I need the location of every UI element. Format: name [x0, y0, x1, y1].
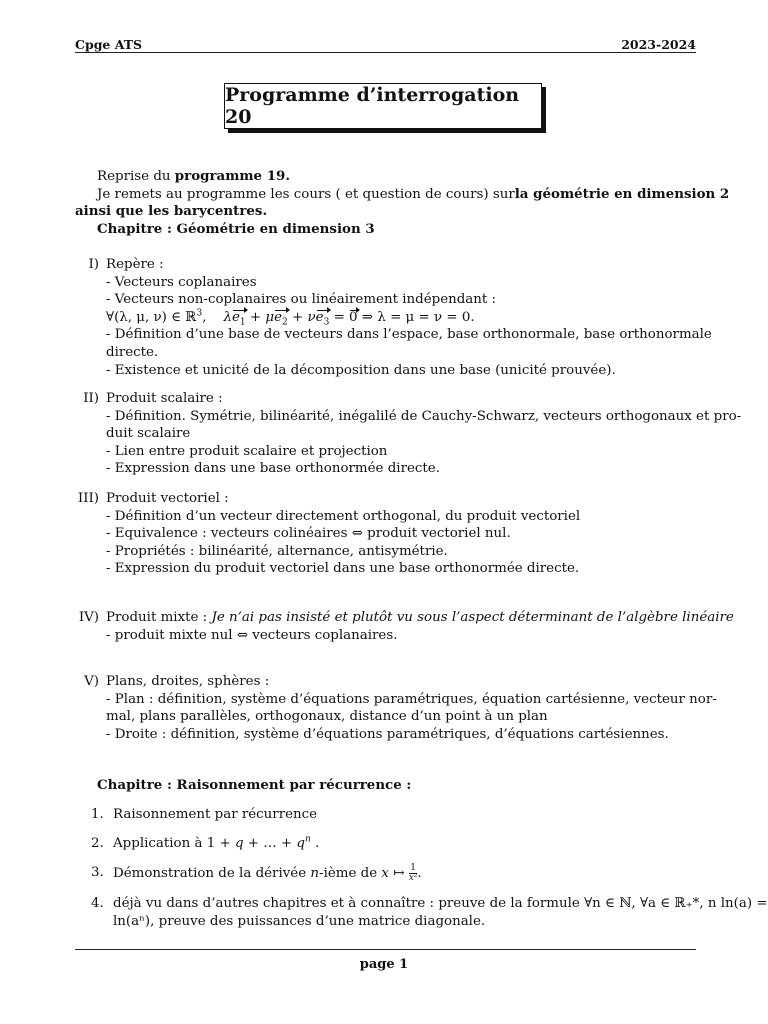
section-line: - Expression dans une base orthonormée directe. — [106, 461, 440, 477]
intro — [75, 168, 730, 238]
item-text: Raisonnement par récurrence — [113, 807, 318, 822]
item-text-part: + … + — [243, 836, 297, 851]
formula-text: ∀(λ, μ, ν) ∈ ℝ — [106, 309, 197, 325]
formula-exponent: 3 — [196, 308, 203, 319]
section-line: - Expression du produit vectoriel dans une base orthonormée directe. — [106, 561, 580, 577]
intro-bold: ainsi que les barycentres. — [75, 203, 268, 220]
section-line: - Vecteurs non-coplanaires ou linéairement indépendant : — [106, 292, 497, 308]
intro-text: Reprise du — [97, 169, 175, 184]
item-math: q — [234, 836, 244, 851]
section-line: - Droite : définition, système d’équations paramétriques, d’équations cartésiennes. — [106, 726, 669, 742]
intro-line-1 — [75, 168, 696, 186]
section-line: - Lien entre produit scalaire et projection — [106, 443, 388, 459]
item-text-part: . — [417, 866, 422, 881]
section-title: Repère : — [106, 257, 164, 272]
section-line: directe. — [106, 344, 159, 360]
section-number: II) — [83, 391, 99, 406]
item-text-part: Démonstration de la dérivée — [113, 866, 311, 881]
footer-rule — [75, 949, 696, 950]
section-line: - Vecteurs coplanaires — [106, 274, 257, 290]
vector-zero: 0 — [349, 309, 358, 325]
section-line: - produit mixte nul ⇔ vecteurs coplanaires. — [106, 627, 398, 643]
item-text-part: ↦ — [388, 866, 409, 881]
page-number: page 1 — [359, 957, 409, 972]
chapter-2-title: Chapitre : Raisonnement par récurrence : — [97, 777, 412, 793]
formula-line: ∀(λ, μ, ν) ∈ ℝ$^3$, $\lambda e_1 + \mu e_2 + \nu e_3 = 0$ ⇒ λ = μ = ν = 0. — [106, 308, 475, 328]
section-line: - Equivalence : vecteurs colinéaires ⇔ produit vectoriel nul. — [106, 526, 511, 542]
fraction-numerator: 1 — [410, 863, 416, 873]
item-math: q — [296, 836, 305, 851]
item-number: 1. — [91, 807, 104, 822]
section-body — [106, 673, 717, 743]
header-rule — [75, 52, 696, 53]
section-number: I) — [88, 257, 99, 272]
section-title-text: Produit mixte : — [106, 610, 212, 625]
section-line: - Propriétés : bilinéarité, alternance, antisymétrie. — [106, 543, 448, 559]
item-exponent: n — [304, 834, 311, 845]
section-number: III) — [77, 491, 99, 506]
item-number: 4. — [91, 896, 104, 911]
section-line: duit scalaire — [106, 426, 191, 442]
intro-line-3 — [75, 203, 696, 221]
section-body — [106, 490, 696, 578]
vector-e3: $e_3$ — [315, 309, 330, 328]
item-line: ln(aⁿ), preuve des puissances d’une matrice diagonale. — [113, 913, 486, 929]
chapter-title: Chapitre : Géométrie en dimension 3 — [97, 220, 375, 237]
intro-line-2 — [75, 185, 730, 204]
intro-bold: programme 19. — [174, 168, 291, 184]
section-line: - Existence et unicité de la décomposition dans une base (unicité prouvée). — [106, 362, 616, 378]
chapter-heading — [75, 221, 696, 239]
item-number: 3. — [91, 865, 104, 880]
section-line: mal, plans parallèles, orthogonaux, distance d’un point à un plan — [106, 709, 548, 725]
section-line — [106, 326, 712, 344]
section-number: V) — [84, 674, 99, 689]
section-body — [106, 609, 734, 644]
item-math: n — [310, 866, 320, 881]
header-left: Cpge ATS — [75, 37, 143, 52]
section-line: - Définition d’un vecteur directement orthogonal, du produit vectoriel — [106, 508, 581, 524]
page-title: Programme d’interrogation 20 — [224, 83, 542, 129]
item-text — [113, 864, 696, 883]
intro-text: Je remets au programme les cours ( et question de cours) sur — [97, 186, 515, 202]
vector-e2: $e_2$ — [274, 309, 288, 328]
section-line: - Définition. Symétrie, bilinéarité, inégalilé de Cauchy-Schwarz, vecteurs orthogonaux et pro- — [106, 408, 742, 424]
item-math: x — [381, 866, 389, 881]
item-line: déjà vu dans d’autres chapitres et à connaître : preuve de la formule ∀n ∈ ℕ, ∀a ∈ ℝ₊*, n ln(a) = — [113, 896, 768, 911]
formula-text: , — [202, 309, 207, 325]
item-text-part: . — [310, 836, 320, 851]
fraction-denominator: x² — [408, 873, 418, 883]
item-text — [113, 835, 696, 853]
item-text-part: -ième de — [319, 866, 382, 881]
item-number: 2. — [91, 836, 104, 851]
section-title-italic: Je n’ai pas insisté et plutôt vu sous l’aspect déterminant de l’algèbre linéaire — [211, 610, 734, 625]
item-text — [113, 895, 768, 930]
item-text-part: Application à 1 + — [113, 836, 235, 851]
header-right: 2023-2024 — [621, 37, 696, 52]
section-body — [106, 390, 742, 478]
section-line-text: - Définition d’une base de vecteurs dans l’espace, base orthonormale, base orthonormale — [106, 327, 712, 343]
section-number: IV) — [78, 610, 99, 625]
formula-text: ⇒ λ = μ = ν = 0. — [361, 309, 475, 325]
section-title: Produit vectoriel : — [106, 491, 229, 506]
section-title: Plans, droites, sphères : — [106, 674, 270, 689]
section-title — [106, 609, 734, 627]
chapter-2-heading — [97, 777, 411, 795]
section-title: Produit scalaire : — [106, 391, 223, 406]
section-body — [106, 256, 712, 379]
intro-bold: la géométrie en dimension 2 — [514, 185, 730, 202]
vector-e1: $e_1$ — [231, 309, 246, 328]
section-line: - Plan : définition, système d’équations paramétriques, équation cartésienne, vecteur nor- — [106, 691, 717, 707]
